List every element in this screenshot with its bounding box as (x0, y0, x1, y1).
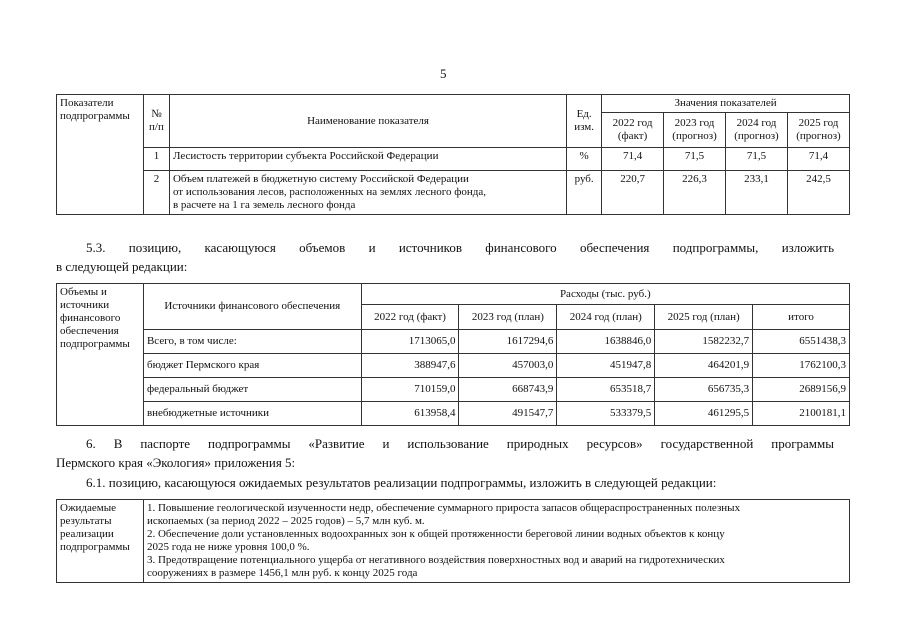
paragraph-6-cont: Пермского края «Экология» приложения 5: (56, 455, 296, 470)
row-value: 2100181,1 (753, 402, 850, 426)
name-header: Наименование показателя (169, 95, 566, 148)
result-item: ископаемых (за период 2022 – 2025 годов) – 5,7 млн куб. м. (146, 514, 425, 527)
row-value: 533379,5 (557, 402, 655, 426)
table-row (57, 354, 850, 378)
year-header: 2023 год (план) (459, 305, 557, 330)
table-row (57, 170, 850, 214)
row-num: 1 (143, 147, 169, 170)
result-item: 2025 года не ниже уровня 100,0 %. (146, 540, 310, 553)
row-value: 2689156,9 (753, 378, 850, 402)
row-value: 242,5 (787, 170, 849, 214)
source-name: Всего, в том числе: (143, 330, 361, 354)
result-item: 3. Предотвращение потенциального ущерба от негативного воздействия поверхностных вод и аварий на гидротехнических (146, 553, 725, 566)
paragraph-5-3: 5.3. позицию, касающуюся объемов и источников финансового обеспечения подпрограммы, изложить (86, 240, 834, 255)
row-value: 1638846,0 (557, 330, 655, 354)
result-item: 2. Обеспечение доли установленных водоохранных зон к общей протяженности береговой линии водных объектов к концу (146, 527, 725, 540)
source-name: внебюджетные источники (143, 402, 361, 426)
row-value: 461295,5 (655, 402, 753, 426)
sources-header: Источники финансового обеспечения (143, 284, 361, 330)
year-header: 2022 год (факт) (602, 112, 664, 147)
row-value: 1617294,6 (459, 330, 557, 354)
year-header: 2025 год (прогноз) (787, 112, 849, 147)
row-value: 710159,0 (361, 378, 459, 402)
row-value: 491547,7 (459, 402, 557, 426)
row-value: 233,1 (726, 170, 788, 214)
row-value: 613958,4 (361, 402, 459, 426)
row-unit: % (567, 147, 602, 170)
expected-results-list (143, 500, 849, 583)
row-value: 457003,0 (459, 354, 557, 378)
total-header: итого (753, 305, 850, 330)
page-number: 5 (440, 66, 447, 81)
row-value: 1582232,7 (655, 330, 753, 354)
financing-table (56, 283, 850, 426)
row-value: 464201,9 (655, 354, 753, 378)
year-header: 2024 год (план) (557, 305, 655, 330)
row-num: 2 (143, 170, 169, 214)
indicators-label: Показатели подпрограммы (57, 95, 144, 215)
result-item: сооружениях в размере 1456,1 млн руб. к концу 2025 года (146, 566, 418, 579)
table-row (57, 147, 850, 170)
row-value: 388947,6 (361, 354, 459, 378)
row-value: 1713065,0 (361, 330, 459, 354)
row-value: 1762100,3 (753, 354, 850, 378)
result-item: 1. Повышение геологической изученности недр, обеспечение суммарного прироста запасов общераспространенных полезных (146, 502, 741, 514)
row-value: 71,4 (602, 147, 664, 170)
volumes-label: Объемы и источники финансового обеспечения подпрограммы (57, 284, 144, 426)
row-value: 668743,9 (459, 378, 557, 402)
num-header: № п/п (143, 95, 169, 148)
row-value: 220,7 (602, 170, 664, 214)
expenses-header: Расходы (тыс. руб.) (361, 284, 849, 305)
unit-header: Ед. изм. (567, 95, 602, 148)
year-header: 2022 год (факт) (361, 305, 459, 330)
row-unit: руб. (567, 170, 602, 214)
year-header: 2024 год (прогноз) (726, 112, 788, 147)
indicators-table (56, 94, 850, 215)
values-header: Значения показателей (602, 95, 850, 113)
row-value: 451947,8 (557, 354, 655, 378)
table-row (57, 402, 850, 426)
paragraph-6-1: 6.1. позицию, касающуюся ожидаемых результатов реализации подпрограммы, изложить в следующей редакции: (86, 475, 717, 490)
row-value: 71,4 (787, 147, 849, 170)
row-value: 656735,3 (655, 378, 753, 402)
row-name: Объем платежей в бюджетную систему Российской Федерации от использования лесов, расположенных на землях лесного фонда, в расчете на 1 га земель лесного фонда (169, 170, 566, 214)
paragraph-6: 6. В паспорте подпрограммы «Развитие и использование природных ресурсов» государственной программы (86, 436, 834, 451)
row-name: Лесистость территории субъекта Российской Федерации (169, 147, 566, 170)
paragraph-5-3-cont: в следующей редакции: (56, 259, 188, 274)
source-name: федеральный бюджет (143, 378, 361, 402)
row-value: 6551438,3 (753, 330, 850, 354)
row-value: 653518,7 (557, 378, 655, 402)
row-value: 71,5 (664, 147, 726, 170)
expected-results-table (56, 499, 850, 583)
table-row (57, 378, 850, 402)
expected-label: Ожидаемые результаты реализации подпрограммы (57, 500, 144, 583)
table-row (57, 330, 850, 354)
year-header: 2025 год (план) (655, 305, 753, 330)
year-header: 2023 год (прогноз) (664, 112, 726, 147)
row-value: 71,5 (726, 147, 788, 170)
row-value: 226,3 (664, 170, 726, 214)
source-name: бюджет Пермского края (143, 354, 361, 378)
